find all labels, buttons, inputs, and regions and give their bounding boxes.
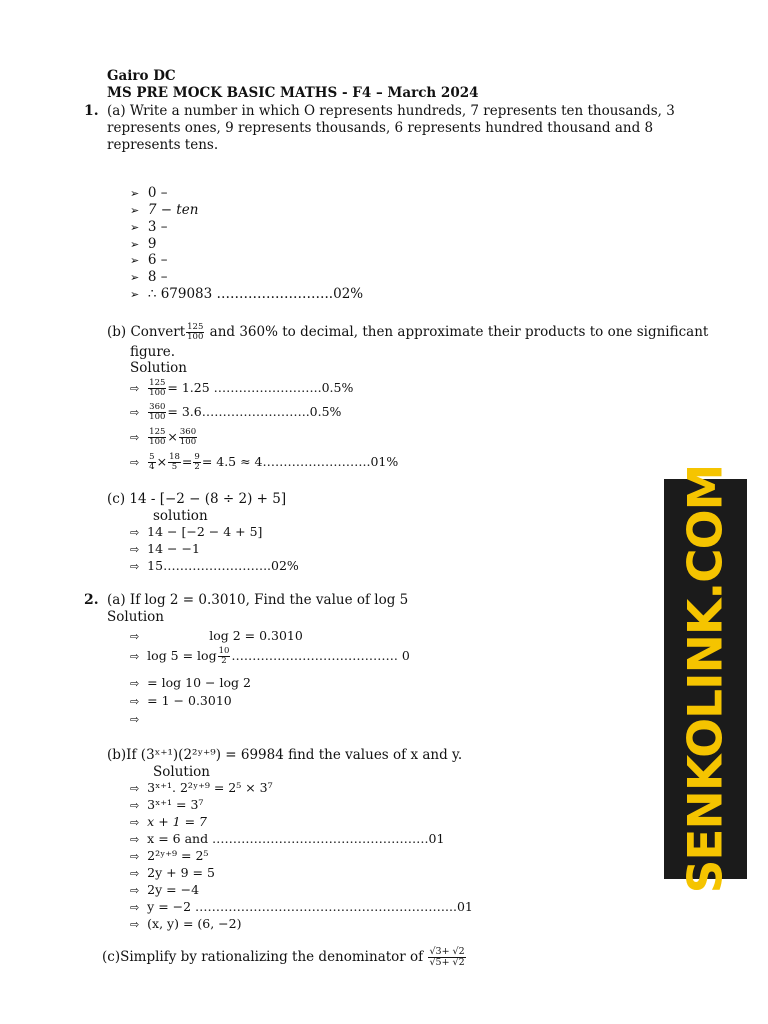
q2a-step-4: ⇨ = 1 − 0.3010 bbox=[130, 693, 232, 708]
q1a-line-3: represents tens. bbox=[107, 137, 219, 153]
q1c-question: (c) 14 - [−2 − (8 ÷ 2) + 5] bbox=[107, 491, 287, 507]
list-item: ⇨ 3ˣ⁺¹ = 3⁷ bbox=[130, 797, 204, 812]
q2a-question: (a) If log 2 = 0.3010, Find the value of log 5 bbox=[107, 592, 409, 608]
arrowhead-bullet-icon: ➢ bbox=[130, 288, 140, 301]
list-item: ⇨ 2²ʸ⁺⁹ = 2⁵ bbox=[130, 848, 209, 863]
list-item: ⇨ x + 1 = 7 bbox=[130, 814, 207, 829]
q1b-step-4: ⇨ $\frac{5}{4}$ × $\frac{18}{5}$ = $\frac{9}{2}$ = 4.5 ≈ 4……………………..01% bbox=[130, 452, 399, 472]
implies-arrow-icon: ⇨ bbox=[130, 713, 140, 726]
q2c-question: (c)Simplify by rationalizing the denominator of $\frac{√3+ √2}{√5+ √2}$ bbox=[102, 946, 465, 968]
q1b-line-2: figure. bbox=[130, 344, 176, 360]
list-item: ➢ 3 – bbox=[130, 219, 168, 235]
q2b-question: (b)If (3ˣ⁺¹)(2²ʸ⁺⁹) = 69984 find the values of x and y. bbox=[107, 747, 463, 763]
fraction: $\frac{125}{100}$ bbox=[187, 322, 204, 342]
question-1-number: 1. bbox=[84, 103, 99, 119]
implies-arrow-icon: ⇨ bbox=[130, 560, 140, 573]
watermark-text: SENKOLINK.COM bbox=[678, 464, 733, 894]
q2b-solution-label: Solution bbox=[153, 764, 210, 780]
arrowhead-bullet-icon: ➢ bbox=[130, 271, 140, 284]
implies-arrow-icon: ⇨ bbox=[130, 526, 140, 539]
implies-arrow-icon: ⇨ bbox=[130, 695, 140, 708]
q1c-solution-label: solution bbox=[153, 508, 208, 524]
q2a-step-5 bbox=[130, 711, 139, 728]
q1a-line-2: represents ones, 9 represents thousands, 6 represents hundred thousand and 8 bbox=[107, 120, 654, 136]
implies-arrow-icon: ⇨ bbox=[130, 867, 140, 880]
list-item: ➢ 9 bbox=[130, 236, 157, 252]
question-2-number: 2. bbox=[84, 592, 99, 608]
list-item: ⇨ 2y + 9 = 5 bbox=[130, 865, 215, 880]
list-item: ⇨ 3ˣ⁺¹. 2²ʸ⁺⁹ = 2⁵ × 3⁷ bbox=[130, 780, 273, 795]
implies-arrow-icon: ⇨ bbox=[130, 630, 140, 643]
list-item: ⇨ 2y = −4 bbox=[130, 882, 200, 897]
q1c-step-2: ⇨ 14 − −1 bbox=[130, 541, 200, 556]
list-item: ➢ 8 – bbox=[130, 269, 168, 285]
q2a-step-3: ⇨ = log 10 − log 2 bbox=[130, 675, 251, 690]
implies-arrow-icon: ⇨ bbox=[130, 382, 140, 395]
q1c-step-1: ⇨ 14 − [−2 − 4 + 5] bbox=[130, 524, 263, 539]
arrowhead-bullet-icon: ➢ bbox=[130, 254, 140, 267]
implies-arrow-icon: ⇨ bbox=[130, 799, 140, 812]
implies-arrow-icon: ⇨ bbox=[130, 901, 140, 914]
implies-arrow-icon: ⇨ bbox=[130, 833, 140, 846]
implies-arrow-icon: ⇨ bbox=[130, 677, 140, 690]
implies-arrow-icon: ⇨ bbox=[130, 884, 140, 897]
implies-arrow-icon: ⇨ bbox=[130, 816, 140, 829]
implies-arrow-icon: ⇨ bbox=[130, 782, 140, 795]
implies-arrow-icon: ⇨ bbox=[130, 918, 140, 931]
arrowhead-bullet-icon: ➢ bbox=[130, 204, 140, 217]
q1b-step-3: ⇨ $\frac{125}{100}$ × $\frac{360}{100}$ bbox=[130, 427, 197, 447]
q1b-step-2: ⇨ $\frac{360}{100}$ = 3.6……………………..0.5% bbox=[130, 402, 342, 422]
list-item: ➢ ∴ 679083 ……………………..02% bbox=[130, 286, 364, 302]
q2a-solution-label: Solution bbox=[107, 609, 164, 625]
arrowhead-bullet-icon: ➢ bbox=[130, 238, 140, 251]
implies-arrow-icon: ⇨ bbox=[130, 456, 140, 469]
implies-arrow-icon: ⇨ bbox=[130, 543, 140, 556]
list-item: ⇨ x = 6 and …………………………………………….01 bbox=[130, 831, 445, 846]
list-item: ⇨ (x, y) = (6, −2) bbox=[130, 916, 242, 931]
list-item: ➢ 7 − ten bbox=[130, 202, 199, 218]
arrowhead-bullet-icon: ➢ bbox=[130, 187, 140, 200]
list-item: ➢ 0 – bbox=[130, 185, 168, 201]
q2a-step-1: ⇨ log 2 = 0.3010 bbox=[130, 628, 303, 643]
implies-arrow-icon: ⇨ bbox=[130, 406, 140, 419]
q1a-line-1: (a) Write a number in which O represents hundreds, 7 represents ten thousands, 3 bbox=[107, 103, 675, 119]
q2a-step-2: ⇨ log 5 = log $\frac{10}{2}$ …………………………………. 0 bbox=[130, 646, 410, 666]
implies-arrow-icon: ⇨ bbox=[130, 850, 140, 863]
school-name: Gairo DC bbox=[107, 68, 176, 84]
exam-title: MS PRE MOCK BASIC MATHS - F4 – March 2024 bbox=[107, 85, 479, 101]
q1c-step-3: ⇨ 15……………………..02% bbox=[130, 558, 299, 573]
list-item: ⇨ y = −2 ……………………………………………………...01 bbox=[130, 899, 473, 914]
q1b-step-1: ⇨ $\frac{125}{100}$ = 1.25 ……………………..0.5% bbox=[130, 378, 354, 398]
q1b-solution-label: Solution bbox=[130, 360, 187, 376]
list-item: ➢ 6 – bbox=[130, 252, 168, 268]
fraction: $\frac{√3+ √2}{√5+ √2}$ bbox=[429, 946, 465, 968]
q1b-question: (b) Convert $\frac{125}{100}$ and 360% to decimal, then approximate their products to one significant bbox=[107, 322, 709, 342]
implies-arrow-icon: ⇨ bbox=[130, 431, 140, 444]
implies-arrow-icon: ⇨ bbox=[130, 650, 140, 663]
arrowhead-bullet-icon: ➢ bbox=[130, 221, 140, 234]
senkolink-watermark bbox=[664, 464, 747, 894]
